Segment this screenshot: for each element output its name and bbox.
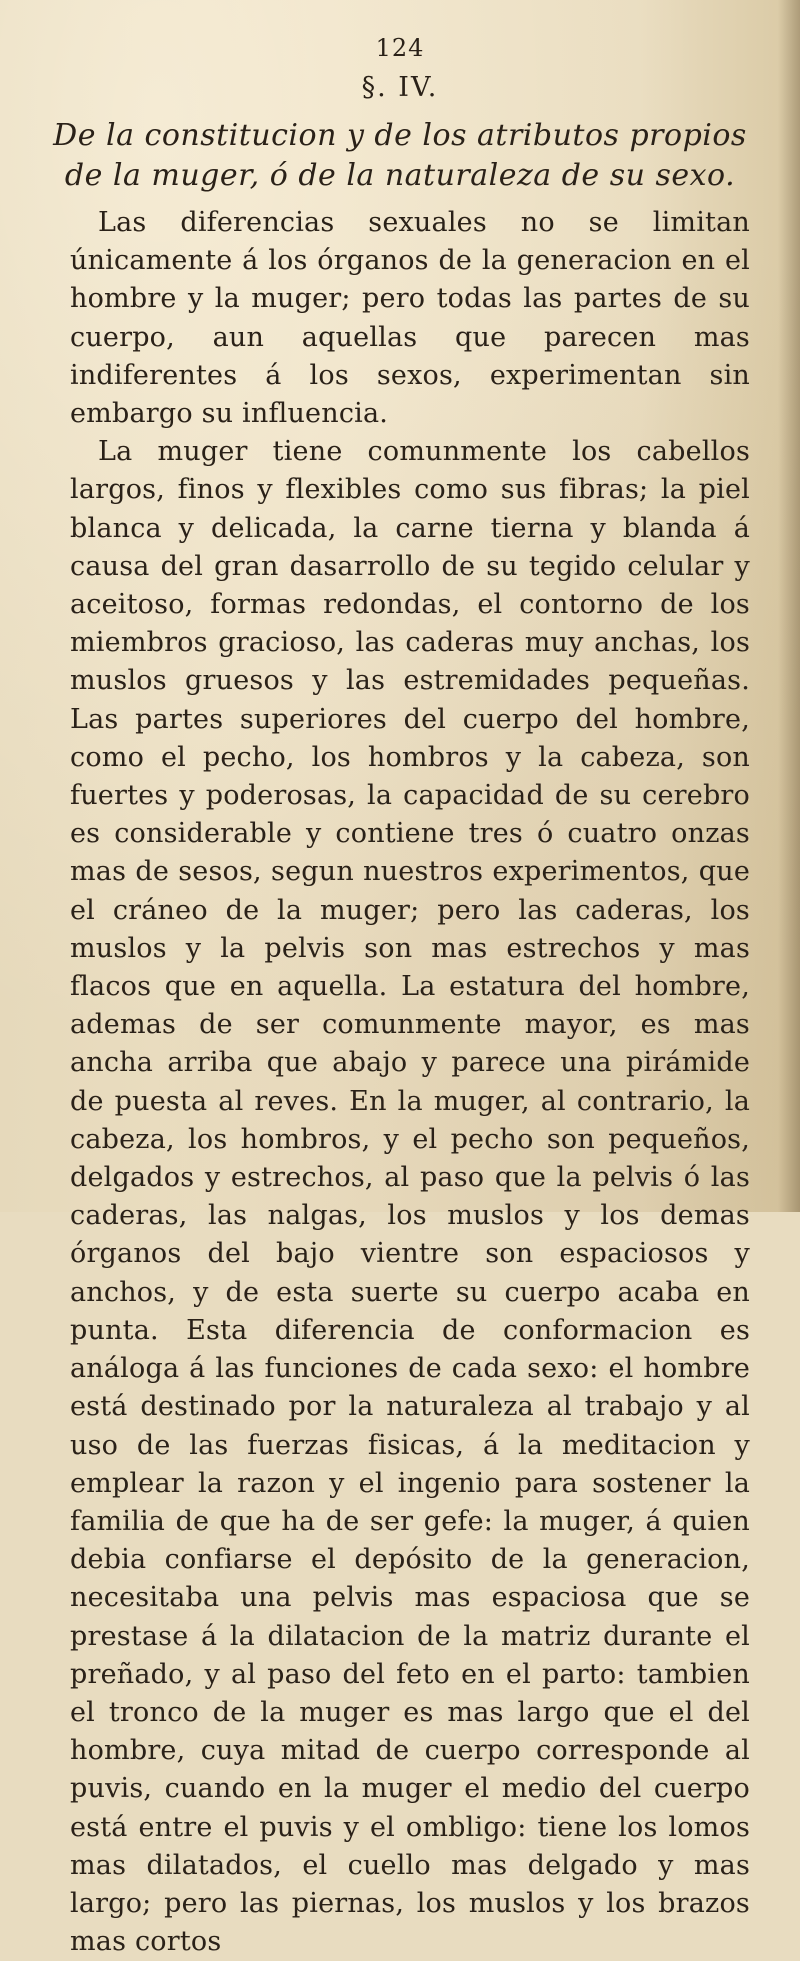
page-number: 124 bbox=[375, 34, 425, 62]
paragraph: Las diferencias sexuales no se limitan únicamente á los órganos de la generacion en el hombre y la muger; pero todas las partes de su cuerpo, aun aquellas que parecen mas indiferentes á los sexos, experimentan sin embargo su influencia. bbox=[70, 207, 750, 430]
section-heading: De la constitucion y de los atributos propios de la muger, ó de la naturaleza de su sexo. bbox=[53, 118, 747, 193]
body-text bbox=[70, 204, 750, 1961]
page-edge-shadow bbox=[778, 0, 800, 1212]
section-number: §. IV. bbox=[361, 72, 439, 103]
paragraph: La muger tiene comunmente los cabellos largos, finos y flexibles como sus fibras; la piel blanca y delicada, la carne tierna y blanda á causa del gran dasarrollo de su tegido celular y aceitoso, formas redondas, el contorno de los miembros gracioso, las caderas muy anchas, los muslos gruesos y las estremidades pequeñas. Las partes superiores del cuerpo del hombre, como el pecho, los hombros y la cabeza, son fuertes y poderosas, la capacidad de su cerebro es considerable y contiene tres ó cuatro onzas mas de sesos, segun nuestros experimentos, que el cráneo de la muger; pero las caderas, los muslos y la pelvis son mas estrechos y mas flacos que en aquella. La estatura del hombre, ademas de ser comunmente mayor, es mas ancha arriba que abajo y parece una pirámide de puesta al reves. En la muger, al contrario, la cabeza, los hombros, y el pecho son pequeños, delgados y estrechos, al paso que la pelvis ó las caderas, las nalgas, los muslos y los demas órganos del bajo vientre son espaciosos y anchos, y de esta suerte su cuerpo acaba en punta. Esta diferencia de conformacion es análoga á las funciones de cada sexo: el hombre está destinado por la naturaleza al trabajo y al uso de las fuerzas fisicas, á la meditacion y emplear la razon y el ingenio para sostener la familia de que ha de ser gefe: la muger, á quien debia confiarse el depósito de la generacion, necesitaba una pelvis mas espaciosa que se prestase á la dilatacion de la matriz durante el preñado, y al paso del feto en el parto: tambien el tronco de la muger es mas largo que el del hombre, cuya mitad de cuerpo corresponde al puvis, cuando en la muger el medio del cuerpo está entre el puvis y el ombligo: tiene los lomos mas dilatados, el cuello mas delgado y mas largo; pero las piernas, los muslos y los brazos mas cortos bbox=[70, 436, 750, 1958]
